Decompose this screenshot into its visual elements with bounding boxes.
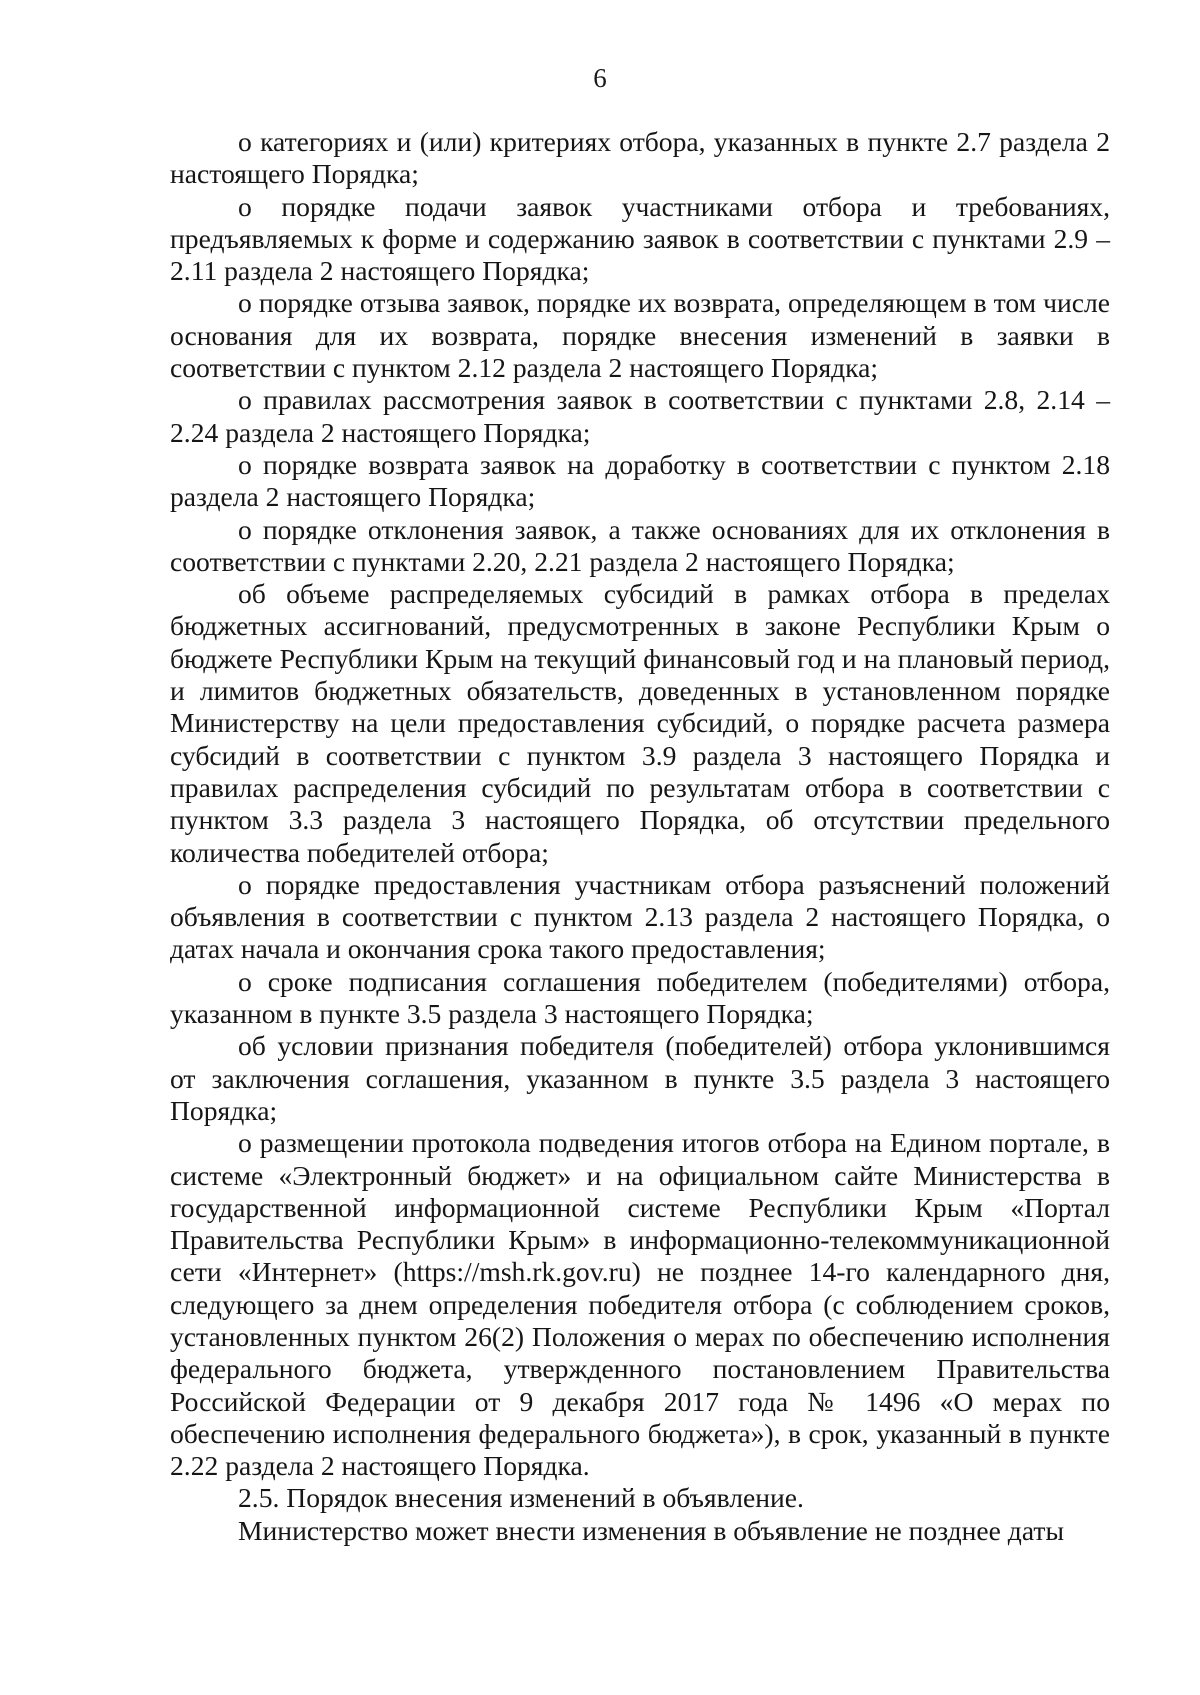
paragraph-review-rules: о правилах рассмотрения заявок в соответствии с пунктами 2.8, 2.14 – 2.24 раздела 2 настоящего Порядка; [170, 384, 1110, 448]
paragraph-evasion-condition: об условии признания победителя (победителей) отбора уклонившимся от заключения соглашения, указанном в пункте 3.5 раздела 3 настоящего Порядка; [170, 1030, 1110, 1126]
paragraph-application-submission: о порядке подачи заявок участниками отбора и требованиях, предъявляемых к форме и содержанию заявок в соответствии с пунктами 2.9 – 2.11 раздела 2 настоящего Порядка; [170, 190, 1110, 287]
section-heading-2-5: 2.5. Порядок внесения изменений в объявление. [238, 1482, 804, 1514]
paragraph-agreement-signing: о сроке подписания соглашения победителем (победителями) отбора, указанном в пункте 3.5 раздела 3 настоящего Порядка; [170, 965, 1110, 1030]
page-number: 6 [593, 63, 607, 93]
paragraph-selection-criteria: о категориях и (или) критериях отбора, указанных в пункте 2.7 раздела 2 настоящего Порядка; [170, 126, 1110, 190]
paragraph-protocol-publication: о размещении протокола подведения итогов отбора на Едином портале, в системе «Электронный бюджет» и на официальном сайте Министерства в государственной информационной системе Республики Крым «Портал Правительства Республики Крым» в информационно-телекоммуникационной сети «Интернет» (https://msh.rk.gov.ru) не позднее 14-го календарного дня, следующего за днем определения победителя отбора (с соблюдением сроков, установленных пунктом 26(2) Положения о мерах по обеспечению исполнения федерального бюджета, утвержденного постановлением Правительства Российской Федерации от 9 декабря 2017 года № 1496 «О мерах по обеспечению исполнения федерального бюджета»), в срок, указанный в пункте 2.22 раздела 2 настоящего Порядка. [170, 1127, 1110, 1482]
document-body [170, 126, 1110, 1547]
paragraph-return-for-revision: о порядке возврата заявок на доработку в соответствии с пунктом 2.18 раздела 2 настоящего Порядка; [170, 448, 1110, 513]
paragraph-clarifications: о порядке предоставления участникам отбора разъяснений положений объявления в соответствии с пунктом 2.13 раздела 2 настоящего Порядка, о датах начала и окончания срока такого предоставления; [170, 868, 1110, 965]
paragraph-rejection: о порядке отклонения заявок, а также основаниях для их отклонения в соответствии с пунктами 2.20, 2.21 раздела 2 настоящего Порядка; [170, 513, 1110, 577]
paragraph-announcement-changes: Министерство может внести изменения в объявление не позднее даты [238, 1514, 1064, 1546]
paragraph-subsidy-volume: об объеме распределяемых субсидий в рамках отбора в пределах бюджетных ассигнований, предусмотренных в законе Республики Крым о бюджете Республики Крым на текущий финансовый год и на плановый период, и лимитов бюджетных обязательств, доведенных в установленном порядке Министерству на цели предоставления субсидий, о порядке расчета размера субсидий в соответствии с пунктом 3.9 раздела 3 настоящего Порядка и правилах распределения субсидий по результатам отбора в соответствии с пунктом 3.3 раздела 3 настоящего Порядка, об отсутствии предельного количества победителей отбора; [170, 578, 1110, 868]
paragraph-application-withdrawal: о порядке отзыва заявок, порядке их возврата, определяющем в том числе основания для их возврата, порядке внесения изменений в заявки в соответствии с пунктом 2.12 раздела 2 настоящего Порядка; [170, 287, 1110, 384]
